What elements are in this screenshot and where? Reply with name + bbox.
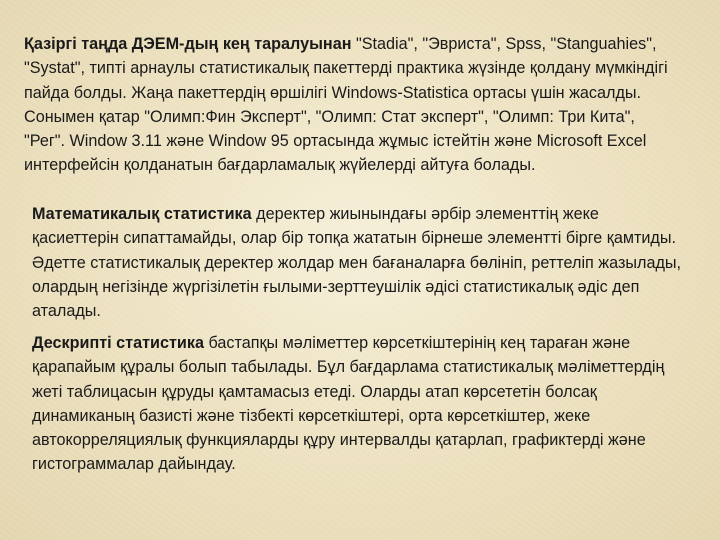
paragraph-text: бастапқы мәліметтер көрсеткіштерінің кең тараған және қарапайым құралы болып табылады. Бұл бағдарлама статистикалық мәліметтердің жеті таблицасын құруды қамтамасыз етеді. Оларды атап көрсететін болсақ динамиканың базисті және тізбекті көрсеткіштері, орта көрсеткіштер, жеке автокорреляциялық функцияларды құру интервалды қатарлап, графиктерді және гистограммалар дайындау. [32, 334, 665, 474]
paragraph-mathematical-statistics [32, 202, 687, 323]
term-heading: Дескрипті статистика [32, 334, 204, 352]
paragraph-software-packages [24, 32, 674, 178]
paragraph-text: деректер жиынындағы әрбір элементтің жеке қасиеттерін сипаттамайды, олар бір топқа жататын бірнеше элементті бірге қамтиды. Әдетте статистикалық деректер жолдар мен бағаналарға бөлініп, реттеліп жазылады, олардың негізінде жүргізілетін ғылыми-зерттеушілік әдісі статистикалық әдіс деп аталады. [32, 205, 682, 321]
term-heading: Математикалық статистика [32, 205, 252, 223]
term-heading: Қазіргі таңда ДЭЕМ-дың кең таралуынан [24, 35, 352, 53]
paragraph-descriptive-statistics [32, 331, 687, 477]
paragraph-text: "Stadia", "Эвриста", Spss, "Stanguahies", "Systat", типті арнаулы статистикалық пакеттерді практика жүзінде қолдану мүмкіндігі пайда болды. Жаңа пакеттердің өршілігі Windows-Statistica ортасы үшін жасалды. Сонымен қатар "Олимп:Фин Эксперт", "Олимп: Стат эксперт", "Олимп: Три Кита", "Рег". Window 3.11 және Window 95 ортасында жұмыс істейтін және Microsoft Excel интерфейсін қолданатын бағдарламалық жүйелерді айтуға болады. [24, 35, 668, 175]
